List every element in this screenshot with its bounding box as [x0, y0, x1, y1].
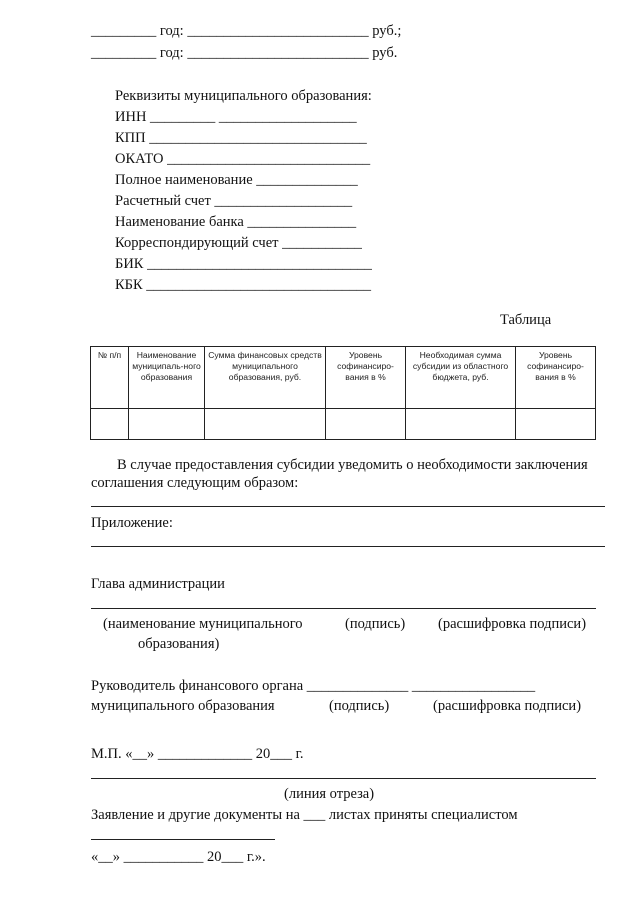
table-cell	[406, 409, 516, 440]
table-cell	[129, 409, 205, 440]
requisite-full-name: Полное наименование ______________	[115, 172, 358, 188]
requisite-corr-account: Корреспондирующий счет ___________	[115, 235, 362, 251]
caption-signature: (подпись)	[345, 616, 406, 632]
year-line-1: _________ год: _________________________ руб.;	[91, 23, 402, 39]
table-header-row	[91, 347, 596, 409]
fin-decode-caption: (расшифровка подписи)	[433, 698, 582, 714]
requisite-okato: ОКАТО ____________________________	[115, 151, 371, 167]
head-admin-label: Глава администрации	[91, 576, 225, 592]
final-date: «__» ___________ 20___ г.».	[91, 849, 266, 865]
cut-line	[91, 778, 596, 779]
table-cell	[516, 409, 596, 440]
blank-line	[91, 506, 605, 507]
table-header-cell: № п/п	[91, 347, 129, 409]
table-cell	[91, 409, 129, 440]
appendix-label: Приложение:	[91, 515, 173, 531]
requisites-title: Реквизиты муниципального образования:	[115, 88, 372, 104]
requisite-kpp: КПП ______________________________	[115, 130, 367, 146]
accepted-text: Заявление и другие документы на ___ листах приняты специалистом	[91, 807, 518, 823]
caption-decode: (расшифровка подписи)	[438, 616, 587, 632]
table-cell	[326, 409, 406, 440]
fin-head-label: Руководитель финансового органа ______________ _________________	[91, 678, 536, 694]
requisite-kbk: КБК _______________________________	[115, 277, 372, 293]
subsidy-table	[90, 346, 596, 440]
blank-line	[91, 546, 605, 547]
signature-line	[91, 608, 596, 609]
table-header-cell: Уровень софинансиро-вания в %	[516, 347, 596, 409]
requisite-bik: БИК _______________________________	[115, 256, 372, 272]
year-line-2: _________ год: _________________________ руб.	[91, 45, 398, 61]
notice-text: В случае предоставления субсидии уведомить о необходимости заключения	[117, 457, 588, 473]
fin-municipal-label: муниципального образования	[91, 698, 275, 714]
table-header-cell: Наименование муниципаль-ного образования	[129, 347, 205, 409]
cut-line-caption: (линия отреза)	[284, 786, 375, 802]
table-caption: Таблица	[500, 312, 552, 328]
caption-name-cont: образования)	[138, 636, 220, 652]
requisite-inn: ИНН _________ ___________________	[115, 109, 357, 125]
notice-text-cont: соглашения следующим образом:	[91, 475, 299, 491]
table-row	[91, 409, 596, 440]
requisite-bank: Наименование банка _______________	[115, 214, 357, 230]
requisite-account: Расчетный счет ___________________	[115, 193, 353, 209]
table-header-cell: Сумма финансовых средств муниципального образования, руб.	[205, 347, 326, 409]
table-header-cell: Необходимая сумма субсидии из областного бюджета, руб.	[406, 347, 516, 409]
fin-signature-caption: (подпись)	[329, 698, 390, 714]
specialist-line	[91, 839, 275, 840]
table-cell	[205, 409, 326, 440]
table-header-cell: Уровень софинансиро-вания в %	[326, 347, 406, 409]
mp-line: М.П. «__» _____________ 20___ г.	[91, 746, 304, 762]
caption-name: (наименование муниципального	[103, 616, 303, 632]
